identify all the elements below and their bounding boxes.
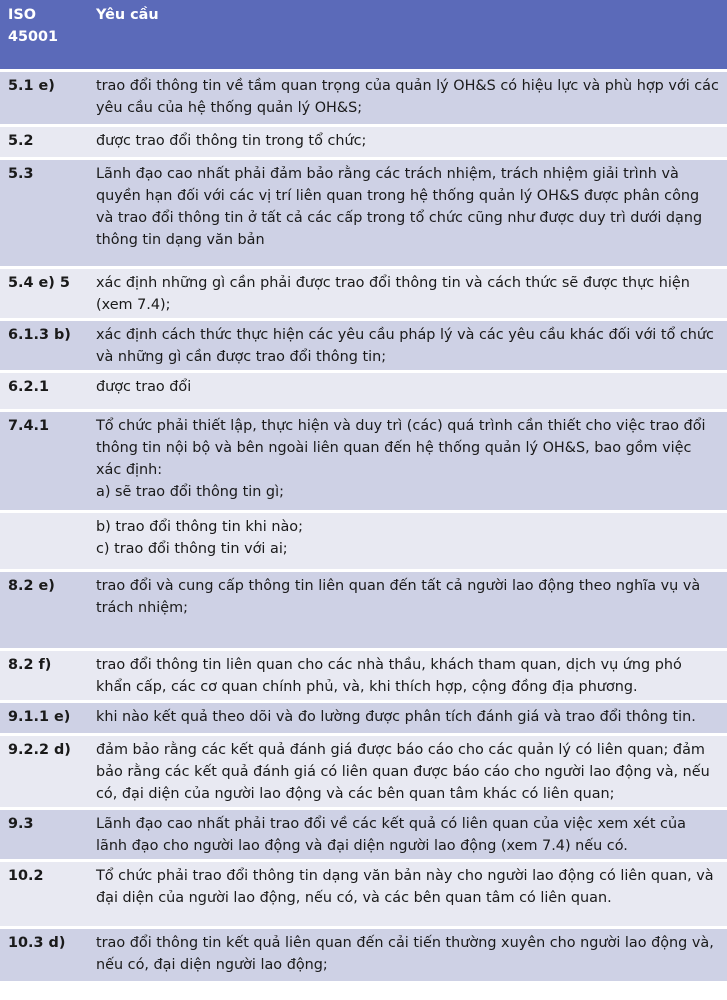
- requirement-text: Lãnh đạo cao nhất phải trao đổi về các kết quả có liên quan của việc xem xét của lãnh đạo cho người lao động và đại diện người lao động (xem 7.4) nếu có.: [88, 810, 727, 859]
- section-number: [0, 513, 88, 569]
- section-number: 8.2 f): [0, 651, 88, 700]
- table-row: [0, 929, 727, 981]
- requirement-text: trao đổi thông tin về tầm quan trọng của quản lý OH&S có hiệu lực và phù hợp với các yêu cầu của hệ thống quản lý OH&S;: [88, 72, 727, 124]
- section-number: 5.2: [0, 127, 88, 157]
- table-row: [0, 373, 727, 409]
- table-row: [0, 736, 727, 807]
- section-number: 9.1.1 e): [0, 703, 88, 733]
- table-row: [0, 412, 727, 510]
- requirement-text: được trao đổi thông tin trong tổ chức;: [88, 127, 727, 157]
- table-row: [0, 703, 727, 733]
- table-row: [0, 651, 727, 700]
- requirement-text: [88, 412, 727, 510]
- requirement-text: Lãnh đạo cao nhất phải đảm bảo rằng các trách nhiệm, trách nhiệm giải trình và quyền hạn đối với các vị trí liên quan trong hệ thống quản lý OH&S được phân công và trao đổi thông tin ở tất cả các cấp trong tổ chức cũng như được duy trì dưới dạng thông tin dạng văn bản: [88, 160, 727, 266]
- section-number: 7.4.1: [0, 412, 88, 510]
- section-number: 10.3 d): [0, 929, 88, 981]
- requirement-text: trao đổi thông tin liên quan cho các nhà thầu, khách tham quan, dịch vụ ứng phó khẩn cấp, các cơ quan chính phủ, và, khi thích hợp, cộng đồng địa phương.: [88, 651, 727, 700]
- requirement-text: [88, 513, 727, 569]
- requirement-text: trao đổi và cung cấp thông tin liên quan đến tất cả người lao động theo nghĩa vụ và trách nhiệm;: [88, 572, 727, 648]
- header-requirement: Yêu cầu: [88, 0, 727, 69]
- requirement-text: Tổ chức phải trao đổi thông tin dạng văn bản này cho người lao động có liên quan, và đại diện của người lao động, nếu có, và các bên quan tâm có liên quan.: [88, 862, 727, 926]
- table-row: [0, 160, 727, 266]
- section-number: 9.3: [0, 810, 88, 859]
- requirement-text-line: b) trao đổi thông tin khi nào;: [96, 519, 303, 535]
- requirement-text: được trao đổi: [88, 373, 727, 409]
- section-number: 10.2: [0, 862, 88, 926]
- section-number: 6.2.1: [0, 373, 88, 409]
- table-row: [0, 127, 727, 157]
- requirement-text: xác định cách thức thực hiện các yêu cầu pháp lý và các yêu cầu khác đối với tổ chức và những gì cần được trao đổi thông tin;: [88, 321, 727, 370]
- table-row: [0, 269, 727, 318]
- header-iso-45001: ISO 45001: [0, 0, 88, 69]
- requirement-text: đảm bảo rằng các kết quả đánh giá được báo cáo cho các quản lý có liên quan; đảm bảo rằng các kết quả đánh giá có liên quan được báo cáo cho người lao động và, nếu có, đại diện của người lao động và các bên quan tâm khác có liên quan;: [88, 736, 727, 807]
- section-number: 5.1 e): [0, 72, 88, 124]
- table-row: [0, 862, 727, 926]
- table-row: [0, 72, 727, 124]
- requirement-text: trao đổi thông tin kết quả liên quan đến cải tiến thường xuyên cho người lao động và, nếu có, đại diện người lao động;: [88, 929, 727, 981]
- section-number: 5.3: [0, 160, 88, 266]
- table-header-row: [0, 0, 727, 69]
- requirement-text-line: c) trao đổi thông tin với ai;: [96, 541, 288, 557]
- requirement-text: khi nào kết quả theo dõi và đo lường được phân tích đánh giá và trao đổi thông tin.: [88, 703, 727, 733]
- section-number: 5.4 e) 5: [0, 269, 88, 318]
- table-row: [0, 513, 727, 569]
- section-number: 8.2 e): [0, 572, 88, 648]
- section-number: 9.2.2 d): [0, 736, 88, 807]
- requirement-text-line: a) sẽ trao đổi thông tin gì;: [96, 484, 284, 500]
- table-row: [0, 572, 727, 648]
- section-number: 6.1.3 b): [0, 321, 88, 370]
- table-row: [0, 321, 727, 370]
- table-row: [0, 810, 727, 859]
- requirement-text: xác định những gì cần phải được trao đổi thông tin và cách thức sẽ được thực hiện (xem 7.4);: [88, 269, 727, 318]
- requirement-text-line: Tổ chức phải thiết lập, thực hiện và duy trì (các) quá trình cần thiết cho việc trao đổi thông tin nội bộ và bên ngoài liên quan đến hệ thống quản lý OH&S, bao gồm việc xác định:: [96, 418, 706, 478]
